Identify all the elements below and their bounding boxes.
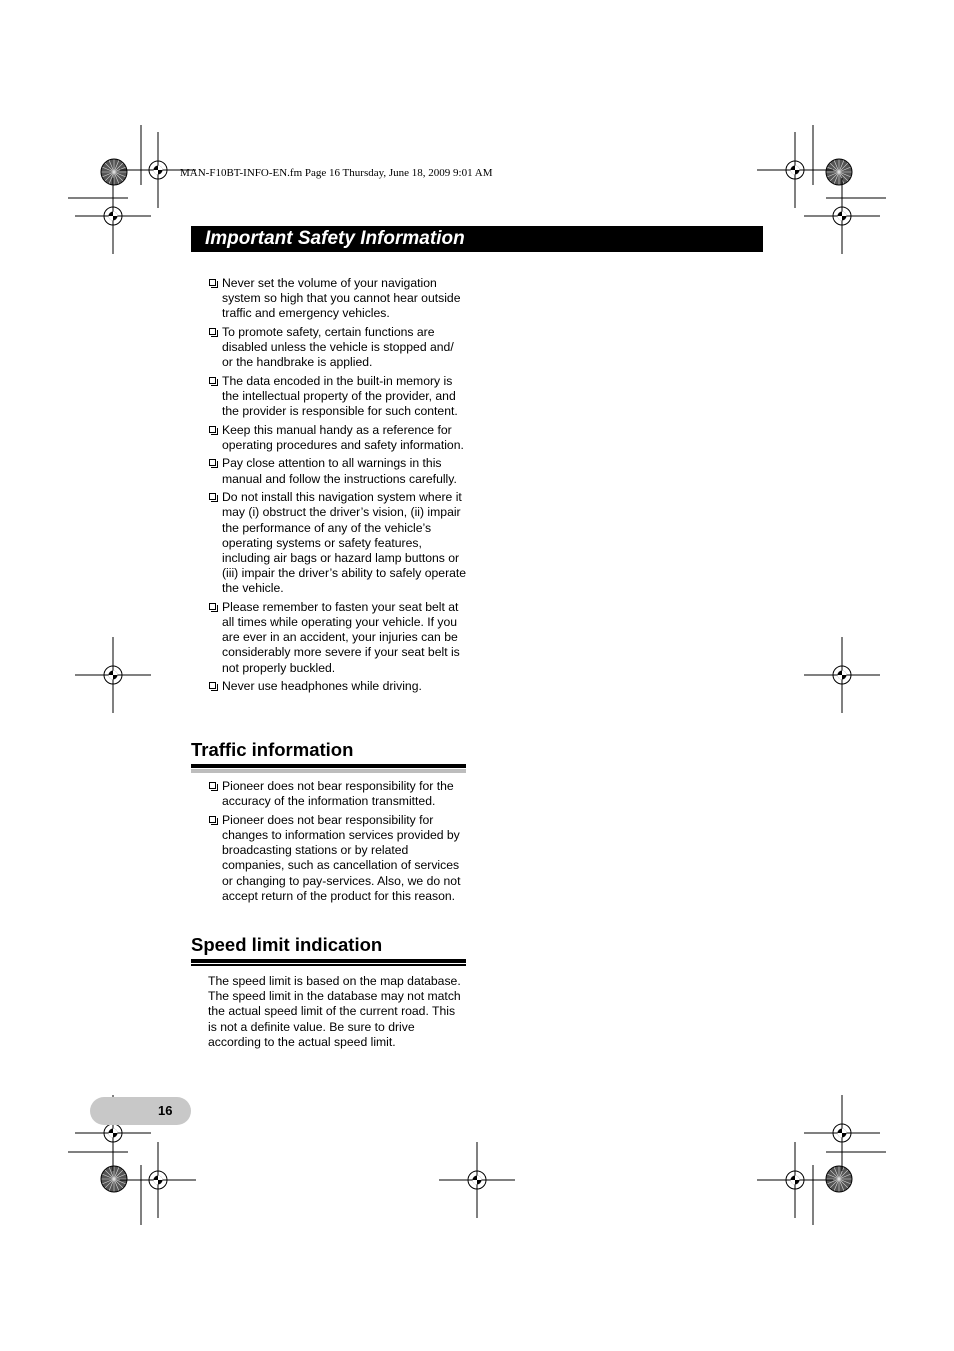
list-item: The data encoded in the built-in memory is the intellectual property of the provider, and the provider is responsible for such content. [191, 374, 467, 420]
speed-paragraph: The speed limit is based on the map database. The speed limit in the database may not match the actual speed limit of the current road. This is not a definite value. Be sure to drive according to the actual speed limit. [208, 974, 461, 1049]
list-item: Never set the volume of your navigation system so high that you cannot hear outside traffic and emergency vehicles. [191, 276, 467, 322]
checkbox-bullet-icon [209, 279, 216, 286]
list-item: Keep this manual handy as a reference for operating procedures and safety information. [191, 423, 467, 453]
checkbox-bullet-icon [209, 377, 216, 384]
section-divider [191, 959, 466, 966]
list-item: Please remember to fasten your seat belt at all times while operating your vehicle. If you are ever in an accident, your injuries can be considerably more severe if your seat belt is not properly buckled. [191, 600, 467, 676]
list-item: Pioneer does not bear responsibility for the accuracy of the information transmitted. [191, 779, 467, 809]
checkbox-bullet-icon [209, 426, 216, 433]
section-divider [191, 764, 466, 773]
list-item: Pay close attention to all warnings in this manual and follow the instructions carefully. [191, 456, 467, 486]
checkbox-bullet-icon [209, 816, 216, 823]
checkbox-bullet-icon [209, 328, 216, 335]
checkbox-bullet-icon [209, 459, 216, 466]
page-title: Important Safety Information [205, 228, 465, 249]
checkbox-bullet-icon [209, 682, 216, 689]
page-number-badge [90, 1097, 191, 1125]
list-item: Never use headphones while driving. [191, 679, 467, 694]
safety-list [191, 276, 467, 698]
list-item: Pioneer does not bear responsibility for changes to information services provided by broadcasting stations or by related companies, such as cancellation of services or changing to pay-services. Also, we do not accept return of the product for this reason. [191, 813, 467, 904]
print-info: MAN-F10BT-INFO-EN.fm Page 16 Thursday, June 18, 2009 9:01 AM [180, 167, 493, 179]
traffic-section-title: Traffic information [191, 739, 354, 760]
list-item: To promote safety, certain functions are disabled unless the vehicle is stopped and/ or the handbrake is applied. [191, 325, 467, 371]
traffic-list [191, 779, 467, 907]
list-item: Do not install this navigation system where it may (i) obstruct the driver’s vision, (ii) impair the performance of any of the vehicle’s operating systems or safety features, including air bags or hazard lamp buttons or (iii) impair the driver’s ability to safely operate the vehicle. [191, 490, 467, 596]
checkbox-bullet-icon [209, 493, 216, 500]
header-bar [191, 226, 763, 252]
checkbox-bullet-icon [209, 782, 216, 789]
speed-section-title: Speed limit indication [191, 934, 383, 955]
page-number: 16 [158, 1103, 173, 1118]
checkbox-bullet-icon [209, 603, 216, 610]
